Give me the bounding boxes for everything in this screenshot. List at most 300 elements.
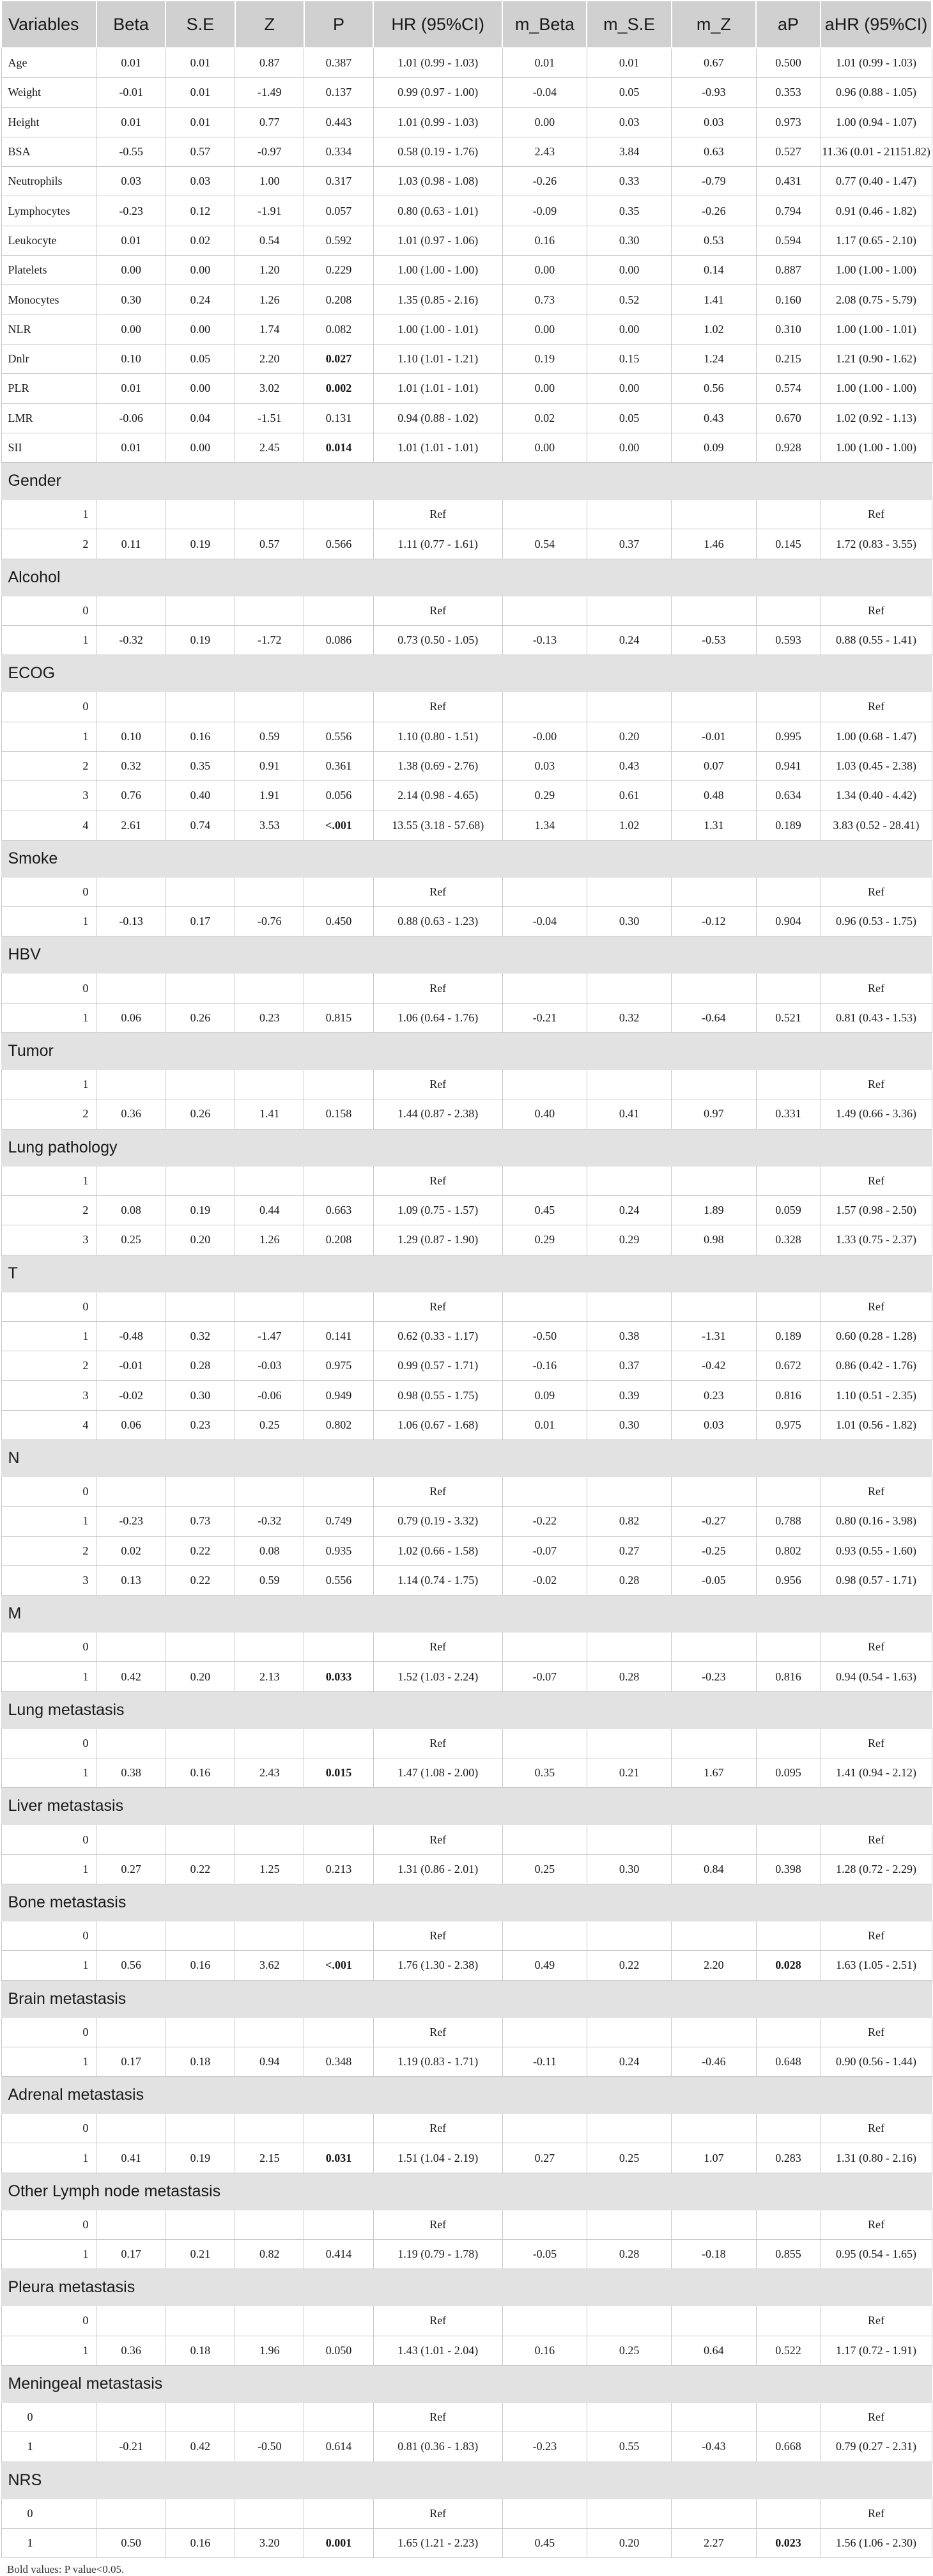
table-cell: -1.91: [235, 196, 304, 226]
table-cell: 0.98 (0.55 - 1.75): [373, 1381, 502, 1410]
table-row: [1, 433, 932, 462]
table-cell: [502, 596, 587, 625]
table-cell: 1.63 (1.05 - 2.51): [821, 1951, 932, 1980]
table-row: [1, 196, 932, 226]
table-cell: [166, 500, 235, 529]
table-cell: 0.521: [756, 1003, 821, 1032]
table-cell: 0.63: [672, 137, 756, 166]
table-cell: 0.32: [96, 751, 166, 780]
table-cell: 2.45: [235, 433, 304, 462]
group-header-row: [1, 2365, 932, 2402]
table-cell: 1: [1, 1166, 96, 1195]
table-cell: 0.500: [756, 48, 821, 78]
table-cell: [304, 1728, 373, 1758]
table-row: [1, 2528, 932, 2557]
table-cell: 0.60 (0.28 - 1.28): [821, 1321, 932, 1351]
table-cell: [96, 1728, 166, 1758]
table-cell: -0.06: [96, 403, 166, 433]
column-header: Variables: [1, 1, 96, 48]
table-cell: -0.23: [96, 1507, 166, 1536]
group-label: Meningeal metastasis: [1, 2365, 932, 2402]
table-cell: 0.99 (0.97 - 1.00): [373, 78, 502, 107]
table-cell: [304, 1292, 373, 1321]
table-cell: [672, 1825, 756, 1854]
table-cell: 1.67: [672, 1758, 756, 1788]
table-row: [1, 167, 932, 196]
table-cell: 0.086: [304, 626, 373, 655]
reference-row: [1, 2402, 932, 2432]
table-cell: 0.22: [587, 1951, 671, 1980]
table-cell: Ref: [373, 692, 502, 722]
table-cell: [672, 1728, 756, 1758]
reference-row: [1, 2499, 932, 2528]
table-cell: Weight: [1, 78, 96, 107]
group-label: Lung pathology: [1, 1129, 932, 1166]
table-cell: 2: [1, 1099, 96, 1129]
table-cell: 0: [1, 974, 96, 1003]
table-cell: 2.20: [672, 1951, 756, 1980]
table-cell: 0: [1, 1728, 96, 1758]
reference-row: [1, 2114, 932, 2143]
table-cell: [756, 2017, 821, 2047]
table-cell: -0.02: [96, 1381, 166, 1410]
table-cell: 0.802: [304, 1410, 373, 1439]
table-cell: -0.13: [502, 626, 587, 655]
table-cell: 3.83 (0.52 - 28.41): [821, 811, 932, 840]
table-cell: Ref: [821, 1825, 932, 1854]
table-cell: 0.29: [502, 1225, 587, 1255]
table-cell: 0.24: [587, 2047, 671, 2076]
table-cell: [304, 596, 373, 625]
table-cell: Age: [1, 48, 96, 78]
table-cell: 0.79 (0.27 - 2.31): [821, 2432, 932, 2462]
table-cell: 0.317: [304, 167, 373, 196]
table-cell: 1.19 (0.83 - 1.71): [373, 2047, 502, 2076]
group-header-row: [1, 655, 932, 692]
table-cell: [96, 2306, 166, 2336]
table-cell: 0.663: [304, 1195, 373, 1225]
table-cell: Ref: [821, 877, 932, 906]
table-cell: 0.29: [502, 781, 587, 811]
table-cell: 0.42: [166, 2432, 235, 2462]
table-cell: 0.26: [166, 1003, 235, 1032]
table-cell: 0.189: [756, 1321, 821, 1351]
table-cell: -0.26: [672, 196, 756, 226]
table-row: [1, 256, 932, 285]
table-cell: Ref: [373, 1728, 502, 1758]
table-cell: 4: [1, 811, 96, 840]
table-row: [1, 1662, 932, 1691]
group-label: Lung metastasis: [1, 1691, 932, 1728]
table-cell: Ref: [373, 596, 502, 625]
table-cell: 0.45: [502, 1195, 587, 1225]
significant-value: 0.031: [325, 2151, 352, 2164]
table-cell: -0.97: [235, 137, 304, 166]
table-cell: 0.16: [166, 1758, 235, 1788]
table-cell: 1.10 (0.51 - 2.35): [821, 1381, 932, 1410]
table-cell: 1.31 (0.80 - 2.16): [821, 2143, 932, 2173]
table-cell: 0.41: [96, 2143, 166, 2173]
table-cell: 0.43: [672, 403, 756, 433]
table-cell: Ref: [373, 500, 502, 529]
table-cell: 0.28: [587, 1565, 671, 1595]
table-cell: 1.20: [235, 256, 304, 285]
table-cell: [235, 1633, 304, 1662]
table-cell: 0.160: [756, 285, 821, 314]
table-cell: 0.09: [502, 1381, 587, 1410]
table-cell: [166, 1070, 235, 1099]
table-cell: [235, 2499, 304, 2528]
table-cell: [672, 2017, 756, 2047]
table-row: [1, 1536, 932, 1565]
table-cell: 0.556: [304, 1565, 373, 1595]
table-cell: 0.670: [756, 403, 821, 433]
table-cell: 0.25: [502, 1854, 587, 1884]
table-cell: 0.30: [587, 1410, 671, 1439]
table-cell: 0.58 (0.19 - 1.76): [373, 137, 502, 166]
table-cell: 2.08 (0.75 - 5.79): [821, 285, 932, 314]
table-cell: [304, 974, 373, 1003]
table-cell: 0.32: [166, 1321, 235, 1351]
table-cell: 0.928: [756, 433, 821, 462]
table-cell: -1.49: [235, 78, 304, 107]
table-cell: [756, 2402, 821, 2432]
table-cell: [304, 2114, 373, 2143]
table-cell: Ref: [821, 2210, 932, 2239]
table-cell: 0.07: [672, 751, 756, 780]
table-cell: 0.00: [587, 256, 671, 285]
table-cell: 0.01: [587, 48, 671, 78]
reference-row: [1, 1728, 932, 1758]
table-cell: [672, 1292, 756, 1321]
table-cell: 0.23: [166, 1410, 235, 1439]
table-cell: [96, 877, 166, 906]
table-cell: 0.96 (0.88 - 1.05): [821, 78, 932, 107]
table-cell: [672, 1166, 756, 1195]
group-label: Other Lymph node metastasis: [1, 2173, 932, 2210]
table-cell: 0.88 (0.55 - 1.41): [821, 626, 932, 655]
table-cell: [96, 2017, 166, 2047]
table-cell: 1.01 (0.56 - 1.82): [821, 1410, 932, 1439]
table-cell: 1.34 (0.40 - 4.42): [821, 781, 932, 811]
table-cell: [304, 1758, 373, 1788]
table-cell: 0.59: [235, 722, 304, 751]
table-cell: [587, 2210, 671, 2239]
table-cell: 0.57: [235, 529, 304, 559]
table-cell: Ref: [821, 2306, 932, 2336]
table-cell: 0.229: [304, 256, 373, 285]
table-cell: 0.22: [166, 1854, 235, 1884]
table-cell: [96, 596, 166, 625]
table-cell: -0.09: [502, 196, 587, 226]
table-cell: 0.90 (0.56 - 1.44): [821, 2047, 932, 2076]
table-cell: -0.55: [96, 137, 166, 166]
table-cell: 0.38: [96, 1758, 166, 1788]
table-cell: 0.30: [587, 1854, 671, 1884]
table-cell: [756, 1728, 821, 1758]
table-cell: [166, 1477, 235, 1506]
group-header-row: [1, 1439, 932, 1477]
table-cell: 0.19: [166, 626, 235, 655]
table-cell: Platelets: [1, 256, 96, 285]
reference-row: [1, 2306, 932, 2336]
table-cell: 1.76 (1.30 - 2.38): [373, 1951, 502, 1980]
table-cell: 1.56 (1.06 - 2.30): [821, 2528, 932, 2557]
table-cell: [502, 1633, 587, 1662]
group-header-row: [1, 936, 932, 974]
table-cell: 0.00: [502, 314, 587, 344]
table-cell: 2: [1, 529, 96, 559]
table-cell: 0.94 (0.88 - 1.02): [373, 403, 502, 433]
table-cell: 0.61: [587, 781, 671, 811]
table-cell: 0.56: [96, 1951, 166, 1980]
table-cell: 0.283: [756, 2143, 821, 2173]
table-cell: Ref: [373, 1477, 502, 1506]
results-table: [1, 0, 932, 2558]
table-cell: 0.941: [756, 751, 821, 780]
table-cell: 3.53: [235, 811, 304, 840]
table-cell: Ref: [373, 1633, 502, 1662]
table-cell: 0.80 (0.63 - 1.01): [373, 196, 502, 226]
table-cell: 0.43: [587, 751, 671, 780]
table-cell: [235, 500, 304, 529]
table-cell: 0.527: [756, 137, 821, 166]
table-cell: [235, 1477, 304, 1506]
table-cell: 0.956: [756, 1565, 821, 1595]
reference-row: [1, 1292, 932, 1321]
table-cell: [672, 974, 756, 1003]
table-cell: [502, 2114, 587, 2143]
table-cell: [502, 1921, 587, 1950]
table-cell: 0.01: [502, 1410, 587, 1439]
table-cell: -0.18: [672, 2240, 756, 2269]
table-cell: 1.31: [672, 811, 756, 840]
table-cell: [166, 2499, 235, 2528]
table-cell: 0.00: [587, 374, 671, 403]
table-cell: 0.36: [96, 1099, 166, 1129]
table-cell: 0.35: [502, 1758, 587, 1788]
table-cell: 0.059: [756, 1195, 821, 1225]
table-cell: [672, 692, 756, 722]
table-cell: 0.10: [96, 722, 166, 751]
group-header-row: [1, 1255, 932, 1292]
table-cell: 1.96: [235, 2336, 304, 2365]
table-cell: 1.26: [235, 1225, 304, 1255]
table-cell: 0: [1, 1921, 96, 1950]
significant-value: 0.002: [325, 382, 352, 395]
table-cell: [96, 1633, 166, 1662]
table-cell: 0.01: [96, 374, 166, 403]
table-cell: [96, 500, 166, 529]
table-cell: 1.41: [672, 285, 756, 314]
table-cell: 0.35: [587, 196, 671, 226]
table-cell: 1: [1, 907, 96, 936]
table-cell: BSA: [1, 137, 96, 166]
table-cell: -0.03: [235, 1351, 304, 1381]
table-cell: 0.050: [304, 2336, 373, 2365]
table-cell: 0.28: [587, 1662, 671, 1691]
table-cell: 0.208: [304, 1225, 373, 1255]
table-cell: [587, 596, 671, 625]
table-cell: 0.16: [166, 1951, 235, 1980]
table-cell: Ref: [821, 1166, 932, 1195]
table-cell: 1: [1, 2528, 96, 2557]
table-row: [1, 2143, 932, 2173]
table-cell: 1.38 (0.69 - 2.76): [373, 751, 502, 780]
column-header: m_Beta: [502, 1, 587, 48]
table-cell: 0.97: [672, 1099, 756, 1129]
table-cell: 1.41 (0.94 - 2.12): [821, 1758, 932, 1788]
table-cell: 0: [1, 2210, 96, 2239]
table-cell: 0.22: [166, 1536, 235, 1565]
group-header-row: [1, 1691, 932, 1728]
table-row: [1, 2240, 932, 2269]
table-cell: -0.76: [235, 907, 304, 936]
table-cell: [304, 2210, 373, 2239]
table-cell: 2: [1, 1351, 96, 1381]
table-cell: -0.32: [235, 1507, 304, 1536]
table-cell: -0.42: [672, 1351, 756, 1381]
table-cell: 0.24: [166, 285, 235, 314]
table-cell: 0.95 (0.54 - 1.65): [821, 2240, 932, 2269]
table-cell: 0.10: [96, 344, 166, 373]
table-cell: [672, 1477, 756, 1506]
table-row: [1, 403, 932, 433]
table-cell: -0.01: [96, 78, 166, 107]
group-label: Gender: [1, 463, 932, 500]
table-row: [1, 1565, 932, 1595]
table-cell: 0.19: [166, 529, 235, 559]
table-cell: 0.27: [96, 1854, 166, 1884]
table-cell: [235, 1921, 304, 1950]
table-cell: 0.50: [96, 2528, 166, 2557]
table-cell: 0.334: [304, 137, 373, 166]
table-cell: 0.23: [235, 1003, 304, 1032]
table-cell: 0.522: [756, 2336, 821, 2365]
significant-value: 0.015: [325, 1766, 352, 1780]
table-cell: 0: [1, 1477, 96, 1506]
table-cell: 1.02: [587, 811, 671, 840]
table-cell: Ref: [821, 1633, 932, 1662]
table-cell: 0.03: [587, 107, 671, 137]
reference-row: [1, 1921, 932, 1950]
table-cell: 1: [1, 2047, 96, 2076]
table-cell: 3.02: [235, 374, 304, 403]
table-cell: 0.37: [587, 1351, 671, 1381]
table-cell: 0.24: [587, 626, 671, 655]
table-cell: 1.44 (0.87 - 2.38): [373, 1099, 502, 1129]
table-cell: 0.27: [502, 2143, 587, 2173]
table-cell: -1.51: [235, 403, 304, 433]
table-cell: 1.03 (0.98 - 1.08): [373, 167, 502, 196]
table-cell: -0.12: [672, 907, 756, 936]
table-cell: [304, 344, 373, 373]
table-cell: 0.36: [96, 2336, 166, 2365]
table-cell: [587, 2402, 671, 2432]
table-row: [1, 2432, 932, 2462]
table-cell: Ref: [821, 2402, 932, 2432]
table-cell: Ref: [373, 1292, 502, 1321]
table-cell: 0.41: [587, 1099, 671, 1129]
table-cell: 0.353: [756, 78, 821, 107]
table-cell: 0.361: [304, 751, 373, 780]
table-cell: 1.74: [235, 314, 304, 344]
table-cell: 0.35: [166, 751, 235, 780]
table-cell: 0.82: [235, 2240, 304, 2269]
table-cell: [304, 2306, 373, 2336]
table-cell: -0.00: [502, 722, 587, 751]
table-cell: 1.09 (0.75 - 1.57): [373, 1195, 502, 1225]
table-row: [1, 1381, 932, 1410]
column-header: aP: [756, 1, 821, 48]
table-cell: [502, 1477, 587, 1506]
table-cell: [235, 974, 304, 1003]
table-cell: [672, 500, 756, 529]
table-cell: [235, 596, 304, 625]
table-cell: 1: [1, 1003, 96, 1032]
table-cell: 0.137: [304, 78, 373, 107]
table-cell: 0.88 (0.63 - 1.23): [373, 907, 502, 936]
table-cell: 2.43: [502, 137, 587, 166]
table-cell: [304, 2499, 373, 2528]
group-header-row: [1, 840, 932, 877]
table-cell: [235, 2017, 304, 2047]
table-cell: 1.46: [672, 529, 756, 559]
table-cell: [756, 974, 821, 1003]
table-cell: 2.13: [235, 1662, 304, 1691]
table-cell: 0.19: [502, 344, 587, 373]
table-cell: 0.131: [304, 403, 373, 433]
table-cell: 1: [1, 2336, 96, 2365]
group-header-row: [1, 2269, 932, 2306]
group-header-row: [1, 1788, 932, 1825]
table-cell: 0.03: [166, 167, 235, 196]
table-cell: 1.41: [235, 1099, 304, 1129]
table-cell: 0.935: [304, 1536, 373, 1565]
table-cell: [756, 2114, 821, 2143]
table-cell: 0.79 (0.19 - 3.32): [373, 1507, 502, 1536]
table-cell: 0.594: [756, 226, 821, 255]
table-cell: -1.72: [235, 626, 304, 655]
table-cell: -0.50: [235, 2432, 304, 2462]
table-cell: 2: [1, 1195, 96, 1225]
table-cell: 0.973: [756, 107, 821, 137]
table-cell: 1: [1, 1070, 96, 1099]
table-cell: 0.27: [587, 1536, 671, 1565]
table-cell: [304, 374, 373, 403]
table-cell: 0.398: [756, 1854, 821, 1884]
table-cell: -0.53: [672, 626, 756, 655]
table-cell: Ref: [821, 974, 932, 1003]
table-cell: 0.14: [672, 256, 756, 285]
table-row: [1, 1351, 932, 1381]
table-cell: 0.158: [304, 1099, 373, 1129]
table-cell: 0.00: [502, 374, 587, 403]
table-cell: [96, 2499, 166, 2528]
table-cell: -0.16: [502, 1351, 587, 1381]
table-cell: 0.208: [304, 285, 373, 314]
table-cell: -0.05: [672, 1565, 756, 1595]
table-cell: 2.14 (0.98 - 4.65): [373, 781, 502, 811]
table-cell: 0: [1, 1292, 96, 1321]
group-label: Adrenal metastasis: [1, 2077, 932, 2114]
table-cell: 0.16: [166, 2528, 235, 2557]
table-cell: 1: [1, 2240, 96, 2269]
table-cell: -0.50: [502, 1321, 587, 1351]
table-cell: [166, 974, 235, 1003]
table-cell: 0.49: [502, 1951, 587, 1980]
table-cell: [672, 2210, 756, 2239]
